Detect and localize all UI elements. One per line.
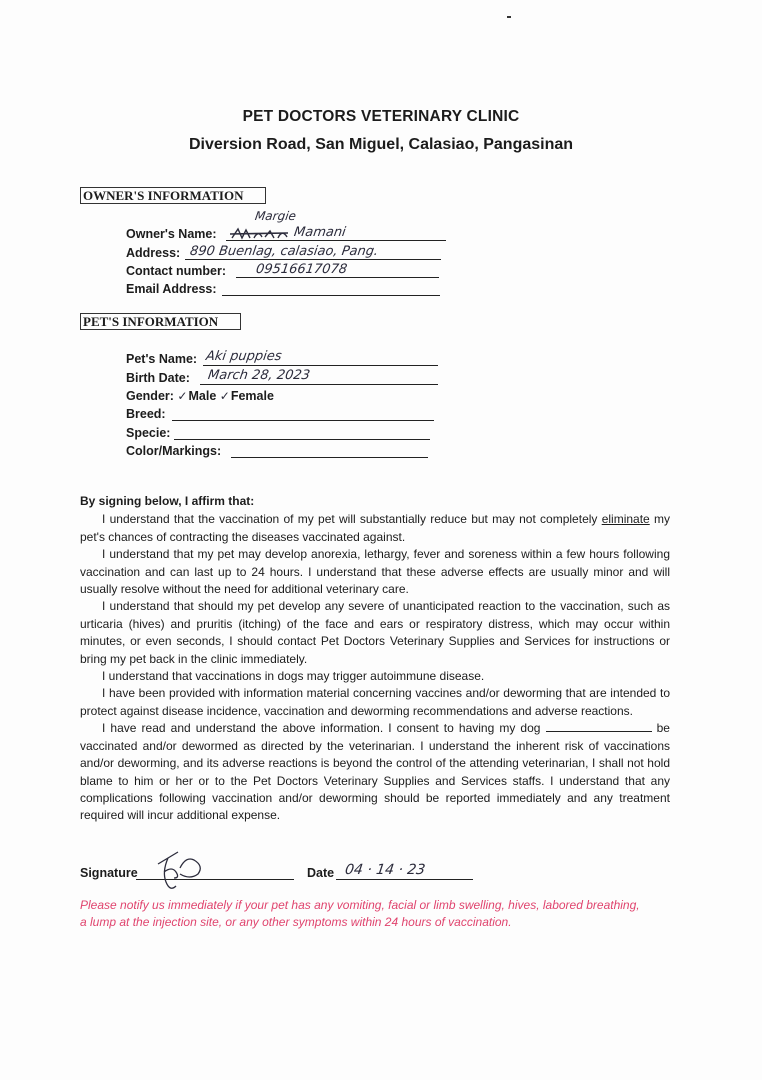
pet-name-line <box>203 365 438 366</box>
gender-label: Gender: <box>126 389 174 403</box>
email-line[interactable] <box>222 295 440 296</box>
date-line[interactable] <box>336 879 473 880</box>
gender-female-option: Female <box>230 389 274 403</box>
consent-paragraph-6 <box>80 720 670 824</box>
consent-paragraph-3: I understand that should my pet develop any severe of unanticipated reaction to the vaccination, such as urticaria (hives) and pruritis (itching) of the face and ears or respiratory distress, which may occur within minutes, or even seconds, I should contact Pet Doctors Veterinary Supplies and Services for instructions or bring my pet back in the clinic immediately. <box>80 599 670 666</box>
consent-p1-underlined: eliminate <box>601 512 650 527</box>
gender-male-option: Male <box>188 389 217 403</box>
owner-name-value[interactable]: Mamani <box>292 225 347 240</box>
notice-text: Please notify us immediately if your pet has any vomiting, facial or limb swelling, hives, labored breathing, a lump at the injection site, or any other symptoms within 24 hours of vaccination. <box>80 898 640 929</box>
pet-section-title: PET'S INFORMATION <box>80 313 241 330</box>
contact-label: Contact number: <box>126 264 226 278</box>
address-label: Address: <box>126 246 181 260</box>
date-label: Date <box>307 866 335 880</box>
male-checkbox[interactable]: ✓ <box>177 389 188 403</box>
dog-name-blank[interactable] <box>546 731 652 732</box>
specie-line[interactable] <box>174 439 430 440</box>
consent-text <box>80 493 670 825</box>
date-value[interactable]: 04 · 14 · 23 <box>343 862 427 878</box>
breed-label: Breed: <box>126 407 166 421</box>
birth-date-label: Birth Date: <box>126 371 190 385</box>
consent-paragraph-2: I understand that my pet may develop anorexia, lethargy, fever and soreness within a few hours following vaccination and can last up to 24 hours. I understand that these adverse effects are usually minor and will usually resolve without the need for additional veterinary care. <box>80 547 670 597</box>
color-markings-label: Color/Markings: <box>126 444 222 458</box>
birth-date-line <box>200 384 438 385</box>
pet-name-value[interactable]: Aki puppies <box>204 349 283 364</box>
consent-p1-text-a: I understand that the vaccination of my pet will substantially reduce but may not completely <box>102 512 602 527</box>
signature-scribble <box>150 848 210 894</box>
birth-date-value[interactable]: March 28, 2023 <box>206 368 311 383</box>
address-value[interactable]: 890 Buenlag, calasiao, Pang. <box>188 244 380 259</box>
owner-name-correction: Margie <box>254 209 297 223</box>
signature-label: Signature <box>80 866 138 880</box>
clinic-address: Diversion Road, San Miguel, Calasiao, Pangasinan <box>188 136 574 153</box>
breed-line[interactable] <box>172 420 434 421</box>
clinic-name: PET DOCTORS VETERINARY CLINIC <box>242 108 520 125</box>
gender-row <box>126 389 274 403</box>
owner-section-title: OWNER'S INFORMATION <box>80 187 266 204</box>
struck-out-name <box>230 226 290 242</box>
consent-p6-text-a: I have read and understand the above information. I consent to having my dog <box>102 721 546 736</box>
consent-paragraph-5: I have been provided with information material concerning vaccines and/or deworming that are intended to protect against disease incidence, vaccination and deworming recommendations and adverse reactions. <box>80 686 670 718</box>
contact-line <box>236 277 439 278</box>
consent-lead: By signing below, I affirm that: <box>80 494 255 508</box>
consent-paragraph-1 <box>80 511 670 546</box>
contact-value[interactable]: 09516617078 <box>254 262 349 277</box>
email-label: Email Address: <box>126 282 217 296</box>
address-line <box>185 259 441 260</box>
specie-label: Specie: <box>126 426 171 440</box>
color-markings-line[interactable] <box>231 457 428 458</box>
pet-name-label: Pet's Name: <box>126 352 198 366</box>
consent-paragraph-4: I understand that vaccinations in dogs may trigger autoimmune disease. <box>102 669 485 684</box>
owner-name-label: Owner's Name: <box>126 227 217 241</box>
female-checkbox[interactable]: ✓ <box>219 389 230 403</box>
consent-p1-text-b: my pet's chances of contracting the diseases vaccinated against. <box>80 512 670 544</box>
consent-p6-text-b: be vaccinated and/or dewormed as directed by the veterinarian. I understand the inherent risk of vaccinations and/or deworming, and its adverse reactions is beyond the control of the attending veterinarian, I shall not hold blame to him or her or to the Pet Doctors Veterinary Supplies and Services staffs. I understand that any complications following vaccination and/or deworming should be reported immediately and any treatment required will incur additional expense. <box>80 721 670 823</box>
page-mark <box>507 16 511 18</box>
